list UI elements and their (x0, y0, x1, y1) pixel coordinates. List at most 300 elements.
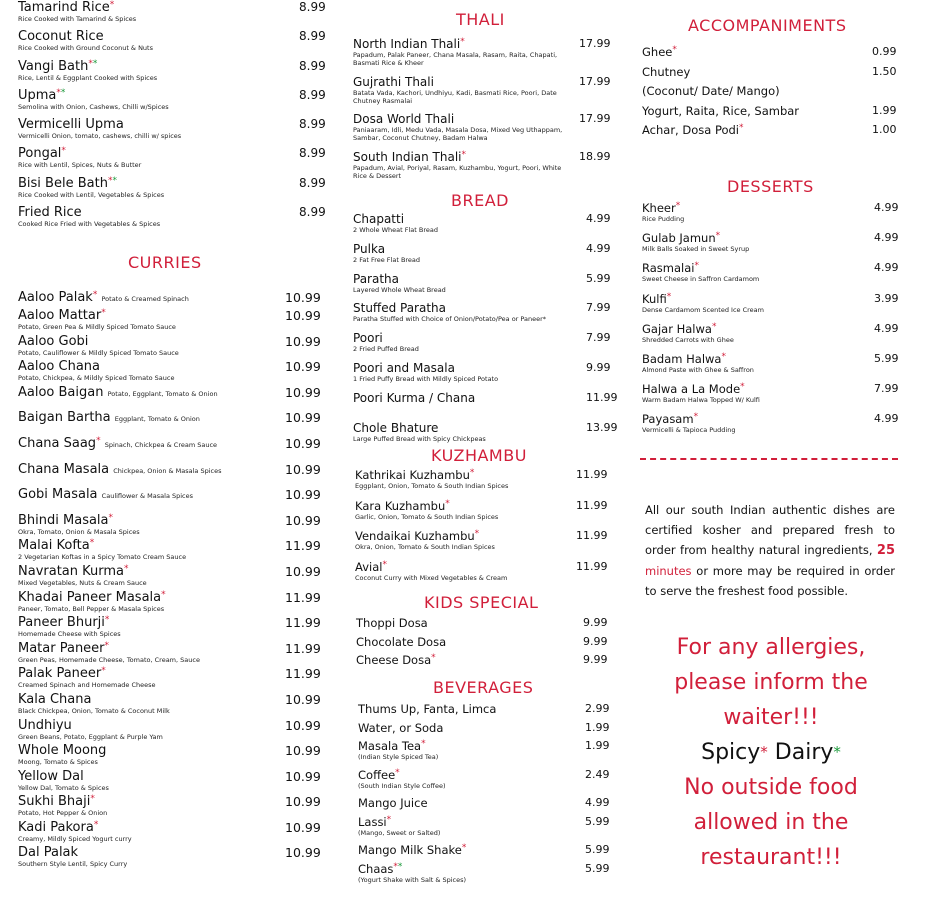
item-inline-desc: Potato, Eggplant, Tomato & Onion (107, 389, 218, 398)
item-price: 17.99 (579, 37, 611, 50)
item-price: 10.99 (285, 845, 321, 861)
item-name: Stuffed Paratha (353, 301, 447, 316)
menu-item (358, 721, 610, 740)
menu-item (353, 331, 610, 361)
item-price: 11.99 (285, 666, 321, 682)
menu-item (358, 815, 610, 844)
menu-item (18, 308, 328, 334)
item-price: 5.99 (586, 271, 611, 285)
menu-item (642, 201, 898, 231)
thali-list (353, 37, 610, 187)
item-name: Ghee* (642, 45, 677, 59)
item-desc: Chutney Rasmalai (353, 96, 413, 105)
item-name: Dal Palak (18, 845, 79, 861)
item-name: Payasam* (642, 412, 699, 427)
item-price: 8.99 (299, 58, 326, 73)
item-inline-desc: Eggplant, Tomato & Onion (114, 415, 200, 424)
spicy-marker: * (675, 201, 681, 211)
spicy-marker: * (107, 175, 113, 186)
item-desc: Batata Vada, Kachori, Undhiyu, Kadi, Basmati Rice, Poori, Date (353, 88, 557, 97)
item-price: 4.99 (874, 321, 899, 335)
item-name: Baigan Bartha Eggplant, Tomato & Onion (18, 410, 200, 426)
beverages-title: BEVERAGES (433, 678, 534, 697)
item-name: Gajar Halwa* (642, 321, 717, 336)
item-price: 1.99 (585, 739, 610, 752)
menu-item (18, 290, 328, 308)
item-name: Gujrathi Thali (353, 74, 434, 89)
item-price: 7.99 (874, 382, 899, 396)
item-name: Fried Rice (18, 205, 82, 221)
item-desc: 2 Vegetarian Koftas in a Spicy Tomato Cream Sauce (18, 553, 187, 562)
item-desc: Rice & Dessert (353, 171, 402, 180)
spicy-marker: * (721, 351, 726, 362)
menu-item (355, 529, 610, 560)
menu-item (642, 352, 898, 382)
kids-special-title: KIDS SPECIAL (424, 593, 539, 612)
item-desc: Semolina with Onion, Cashews, Chilli w/Spices (18, 102, 169, 111)
item-name: Gobi Masala Cauliflower & Masala Spices (18, 487, 194, 503)
item-price: 8.99 (299, 205, 326, 220)
item-price: 10.99 (285, 563, 321, 579)
item-desc: (Yogurt Shake with Salt & Spices) (358, 875, 467, 884)
spicy-marker: * (93, 819, 99, 830)
item-price: 10.99 (285, 308, 321, 323)
item-price: 10.99 (285, 743, 321, 759)
menu-item (18, 538, 328, 564)
item-price: 11.99 (586, 390, 618, 404)
allergy-line: please inform the (674, 670, 868, 695)
item-name: Chana Saag* Spinach, Chickpea & Cream Sauce (18, 435, 218, 451)
menu-item (642, 261, 898, 291)
item-name: Poori (353, 331, 383, 346)
item-name: Yellow Dal (18, 768, 84, 784)
spicy-marker: * (88, 58, 93, 69)
item-name: Cheese Dosa* (356, 653, 436, 667)
item-price: 8.99 (299, 117, 326, 132)
menu-item (353, 390, 618, 421)
spicy-marker: * (395, 767, 400, 778)
menu-item (642, 123, 898, 143)
menu-item (18, 794, 328, 820)
spicy-marker: * (61, 146, 66, 157)
item-price: 8.99 (299, 29, 326, 44)
spicy-marker: * (104, 640, 110, 651)
item-name: Chaas** (358, 861, 403, 876)
item-name: Chana Masala Chickpea, Onion & Masala Spices (18, 461, 222, 477)
spicy-marker: * (393, 861, 398, 872)
menu-item (642, 84, 898, 104)
freshness-note (645, 500, 895, 601)
allergy-line: For any allergies, (676, 635, 866, 660)
menu-item (18, 718, 328, 744)
item-desc: Okra, Tomato, Onion & Masala Spices (18, 527, 140, 536)
menu-item (18, 385, 328, 411)
item-name: North Indian Thali* (353, 37, 465, 51)
item-desc: Mixed Vegetables, Nuts & Cream Sauce (18, 578, 147, 587)
menu-item (353, 150, 610, 188)
item-desc: Dense Cardamom Scented Ice Cream (642, 305, 764, 314)
item-name: Whole Moong (18, 743, 107, 759)
item-price: 8.99 (299, 87, 326, 102)
spicy-marker: * (693, 412, 699, 423)
item-name: Coconut Rice (18, 29, 104, 45)
menu-item (18, 845, 328, 871)
item-name: Mango Milk Shake* (358, 843, 467, 857)
item-name: Thums Up, Fanta, Limca (358, 702, 497, 716)
item-price: 11.99 (285, 589, 321, 605)
item-desc: Rice, Lentil & Eggplant Cooked with Spices (18, 73, 158, 82)
menu-item (358, 843, 610, 862)
item-desc: Rice Pudding (642, 215, 685, 223)
menu-item (642, 231, 898, 261)
item-name: Matar Paneer* (18, 640, 110, 656)
menu-item (18, 641, 328, 667)
item-name: Pulka (353, 241, 386, 256)
item-price: 2.49 (585, 767, 610, 781)
item-price: 10.99 (285, 691, 321, 707)
item-price: 10.99 (285, 461, 321, 477)
spicy-marker: * (739, 123, 744, 133)
spicy-marker: * (108, 512, 114, 523)
item-price: 1.99 (872, 103, 897, 117)
item-desc: (Indian Style Spiced Tea) (358, 753, 439, 761)
spicy-marker: * (672, 45, 677, 55)
menu-item (642, 104, 898, 124)
item-price: 4.99 (874, 231, 899, 245)
item-name: Rasmalai* (642, 261, 699, 276)
item-name: Vendaikai Kuzhambu* (355, 529, 480, 543)
menu-item (358, 862, 610, 891)
spicy-marker: * (431, 653, 436, 663)
thali-title: THALI (456, 10, 505, 29)
item-desc: Green Beans, Potato, Eggplant & Purple Yam (18, 732, 163, 741)
menu-item (642, 382, 898, 412)
item-desc: Garlic, Onion, Tomato & South Indian Spices (355, 512, 499, 521)
item-desc: Papadum, Avial, Poriyal, Rasam, Kuzhambu, Yogurt, Poori, White (353, 163, 562, 172)
item-inline-desc: Cauliflower & Masala Spices (101, 492, 194, 501)
item-name: Halwa a La Mode* (642, 382, 745, 397)
menu-item (353, 242, 610, 272)
menu-item (356, 635, 610, 654)
item-name: Chutney (642, 64, 691, 79)
item-name: Poori and Masala (353, 360, 455, 375)
item-price: 5.99 (585, 843, 610, 856)
item-name: Kala Chana (18, 691, 92, 707)
spicy-marker: * (109, 0, 115, 10)
legend-dairy: Dairy (774, 740, 834, 765)
item-name: Chole Bhature (353, 420, 439, 435)
dairy-marker: * (92, 58, 98, 69)
item-price: 9.99 (583, 616, 608, 629)
item-price: 5.99 (585, 861, 610, 875)
item-name: Vangi Bath** (18, 58, 98, 74)
item-price: 7.99 (586, 331, 611, 345)
item-price: 5.99 (874, 351, 899, 365)
menu-item (353, 212, 610, 242)
menu-item (18, 820, 328, 846)
curries-list (18, 290, 328, 871)
item-name: Kathrikai Kuzhambu* (355, 468, 475, 482)
item-name: Mango Juice (358, 796, 428, 810)
item-price: 10.99 (285, 768, 321, 784)
item-name: Avial* (355, 559, 387, 574)
item-price: 17.99 (579, 74, 611, 88)
spicy-marker: * (92, 290, 98, 300)
item-price: 17.99 (579, 112, 611, 125)
item-desc: 2 Fat Free Flat Bread (353, 255, 421, 264)
item-name: Bhindi Masala* (18, 512, 114, 528)
item-price: 10.99 (285, 794, 321, 810)
menu-item (18, 176, 328, 205)
item-name: Undhiyu (18, 717, 72, 733)
item-desc: 2 Fried Puffed Bread (353, 345, 419, 354)
item-price: 4.99 (874, 201, 899, 214)
item-desc: Paniaaram, Idli, Medu Vada, Masala Dosa, Mixed Veg Uthappam, (353, 126, 563, 134)
item-name: Kulfi* (642, 291, 672, 306)
item-desc: Rice with Lentil, Spices, Nuts & Butter (18, 161, 142, 170)
menu-item (18, 666, 328, 692)
spicy-marker: * (460, 37, 465, 47)
menu-item (18, 205, 328, 234)
menu-item (18, 88, 328, 117)
note-minutes-unit: minutes (645, 564, 692, 578)
item-name: Sukhi Bhaji* (18, 794, 95, 810)
menu-item (356, 616, 610, 635)
item-price: 10.99 (285, 717, 321, 733)
spicy-marker: * (96, 435, 101, 446)
item-price: 10.99 (285, 333, 321, 349)
outside-food-line: allowed in the (693, 810, 849, 835)
item-desc: Papadum, Palak Paneer, Chana Masala, Rasam, Raita, Chapati, (353, 51, 558, 59)
menu-item (18, 487, 328, 513)
item-name: Gulab Jamun* (642, 231, 721, 246)
item-price: 8.99 (299, 0, 326, 14)
item-price: 4.99 (586, 212, 611, 225)
menu-item (353, 75, 610, 113)
item-name: Pongal* (18, 146, 66, 162)
item-desc: Layered Whole Wheat Bread (353, 285, 446, 294)
menu-item (353, 301, 610, 331)
kids-list (356, 616, 610, 672)
menu-item (18, 615, 328, 641)
item-desc: Sweet Cheese in Saffron Cardamom (642, 275, 760, 284)
menu-item (358, 768, 610, 797)
item-desc: Moong, Tomato & Spices (18, 758, 98, 767)
menu-item (18, 743, 328, 769)
spicy-marker: * (461, 843, 467, 853)
item-desc: 2 Whole Wheat Flat Bread (353, 226, 438, 234)
dairy-marker: * (112, 175, 117, 186)
menu-item (18, 29, 328, 58)
menu-item (18, 692, 328, 718)
item-name: Tamarind Rice* (18, 0, 115, 15)
menu-item (18, 59, 328, 88)
item-inline-desc: Spinach, Chickpea & Cream Sauce (104, 440, 218, 449)
spicy-marker: * (469, 468, 475, 478)
item-price: 9.99 (586, 360, 611, 374)
bread-list (353, 212, 618, 450)
allergy-line: waiter!!! (723, 705, 819, 730)
item-name: Aaloo Chana (18, 359, 100, 375)
item-price: 8.99 (299, 146, 326, 161)
item-name: Malai Kofta* (18, 538, 95, 554)
item-name: Water, or Soda (358, 720, 444, 735)
item-name: Achar, Dosa Podi* (642, 123, 744, 137)
menu-item (18, 564, 328, 590)
item-price: 11.99 (285, 640, 321, 656)
item-price: 4.99 (874, 261, 899, 275)
left-column (18, 0, 328, 234)
spicy-marker: * (740, 382, 745, 393)
item-desc: Okra, Onion, Tomato & South Indian Spices (355, 543, 495, 551)
curries-title: CURRIES (128, 253, 202, 272)
kuzhambu-title: KUZHAMBU (431, 446, 527, 465)
item-price: 9.99 (583, 653, 608, 666)
item-price: 2.99 (585, 702, 610, 715)
item-price: 1.99 (585, 720, 610, 734)
bread-title: BREAD (451, 191, 509, 210)
item-name: Aaloo Palak* Potato & Creamed Spinach (18, 290, 189, 305)
item-name: Poori Kurma / Chana (353, 390, 476, 405)
item-price: 4.99 (585, 796, 610, 809)
item-name: (Coconut/ Date/ Mango) (642, 84, 780, 98)
item-name: Khadai Paneer Masala* (18, 589, 166, 605)
spicy-marker: * (104, 615, 110, 626)
item-name: Badam Halwa* (642, 351, 726, 366)
item-name: Thoppi Dosa (356, 616, 428, 630)
accompaniments-title: ACCOMPANIMENTS (688, 16, 847, 35)
item-inline-desc: Potato & Creamed Spinach (101, 295, 189, 303)
item-name: Aaloo Mattar* (18, 308, 106, 323)
legend-spicy-star: * (760, 743, 768, 761)
item-name: Masala Tea* (358, 739, 426, 753)
item-price: 11.99 (576, 529, 608, 542)
item-price: 10.99 (285, 290, 321, 305)
item-desc: Potato, Cauliflower & Mildly Spiced Tomato Sauce (18, 348, 179, 357)
item-desc: Sambar, Coconut Chutney, Badam Halwa (353, 134, 488, 142)
dairy-marker: * (60, 87, 66, 98)
menu-item (642, 45, 898, 65)
item-name: Palak Paneer* (18, 666, 106, 682)
menu-item (18, 146, 328, 175)
menu-item (355, 499, 610, 530)
item-price: 10.99 (285, 384, 321, 400)
menu-item (353, 361, 610, 391)
item-desc: (South Indian Style Coffee) (358, 781, 446, 790)
menu-item (18, 513, 328, 539)
item-price: 3.99 (874, 291, 899, 305)
menu-item (353, 272, 610, 302)
item-desc: (Mango, Sweet or Salted) (358, 828, 441, 837)
item-price: 1.50 (872, 64, 897, 78)
item-desc: Homemade Cheese with Spices (18, 630, 121, 639)
item-desc: Warm Badam Halwa Topped W/ Kulfi (642, 396, 760, 405)
item-desc: Rice Cooked with Ground Coconut & Nuts (18, 44, 153, 53)
item-price: 10.99 (285, 359, 321, 375)
spicy-marker: * (56, 87, 61, 98)
spicy-marker: * (386, 814, 392, 825)
item-desc: Southern Style Lentil, Spicy Curry (18, 860, 128, 869)
menu-item (353, 112, 610, 150)
menu-item (18, 0, 328, 29)
menu-item (642, 65, 898, 85)
kuzhambu-list (355, 468, 610, 590)
spicy-marker: * (711, 321, 717, 332)
item-desc: Potato, Chickpea, & Mildly Spiced Tomato Sauce (18, 374, 175, 383)
item-name: Aaloo Baigan Potato, Eggplant, Tomato & Onion (18, 384, 218, 400)
item-price: 11.99 (285, 615, 321, 631)
item-desc: Paratha Stuffed with Choice of Onion/Potato/Pea or Paneer* (353, 315, 547, 324)
legend-spicy: Spicy (701, 740, 761, 765)
menu-item (358, 796, 610, 815)
item-desc: Basmati Rice & Kheer (353, 59, 424, 67)
item-price: 7.99 (586, 301, 611, 315)
item-name: Dosa World Thali (353, 112, 455, 126)
spicy-marker: * (694, 261, 699, 272)
item-price: 11.99 (576, 468, 608, 481)
item-desc: Eggplant, Onion, Tomato & South Indian Spices (355, 482, 509, 490)
menu-item (18, 769, 328, 795)
note-text-pre: All our south Indian authentic dishes are certified kosher and prepared fresh to order from healthy natural ingredients, (645, 503, 895, 557)
item-desc: Creamy, Mildly Spiced Yogurt curry (18, 834, 132, 843)
item-name: Yogurt, Raita, Rice, Sambar (642, 103, 800, 118)
item-desc: Green Peas, Homemade Cheese, Tomato, Cream, Sauce (18, 655, 200, 664)
item-desc: Potato, Hot Pepper & Onion (18, 809, 108, 818)
item-desc: Vermicelli & Tapioca Pudding (642, 426, 736, 435)
item-price: 11.99 (576, 498, 608, 512)
item-price: 10.99 (285, 512, 321, 528)
item-name: South Indian Thali* (353, 149, 467, 164)
item-desc: Vermicelli Onion, tomato, cashews, chilli w/ spices (18, 132, 182, 141)
item-name: Coffee* (358, 767, 400, 782)
item-name: Bisi Bele Bath** (18, 175, 117, 191)
item-desc: Rice Cooked with Lentil, Vegetables & Spices (18, 190, 165, 199)
item-price: 10.99 (285, 819, 321, 835)
outside-food-line: restaurant!!! (700, 845, 842, 870)
item-desc: Potato, Green Pea & Mildly Spiced Tomato Sauce (18, 323, 176, 331)
menu-item (18, 334, 328, 360)
accompaniments-list (642, 45, 898, 143)
outside-food-line: No outside food (684, 775, 858, 800)
desserts-title: DESSERTS (727, 177, 814, 196)
item-name: Chocolate Dosa (356, 634, 447, 649)
item-name: Chapatti (353, 212, 405, 226)
spicy-marker: * (101, 666, 106, 677)
item-name: Upma** (18, 87, 66, 103)
menu-item (18, 117, 328, 146)
legend-dairy-star: * (833, 743, 841, 761)
item-name: Lassi* (358, 814, 392, 829)
item-name: Kheer* (642, 201, 681, 215)
item-desc: Almond Paste with Ghee & Saffron (642, 365, 754, 374)
item-price: 13.99 (586, 420, 618, 434)
spicy-marker: * (90, 794, 95, 805)
spicy-marker: * (101, 308, 106, 318)
menu-item (358, 739, 610, 768)
item-name: Kadi Pakora* (18, 819, 99, 835)
beverages-list (358, 702, 610, 890)
item-price: 11.99 (576, 559, 608, 573)
item-desc: Rice Cooked with Tamarind & Spices (18, 15, 137, 23)
menu-item (18, 410, 328, 436)
item-price: 10.99 (285, 487, 321, 503)
item-name: Paratha (353, 271, 400, 286)
item-desc: 1 Fried Puffy Bread with Mildly Spiced Potato (353, 374, 499, 383)
item-name: Navratan Kurma* (18, 563, 129, 579)
spicy-marker: * (161, 589, 166, 600)
item-desc: Cooked Rice Fried with Vegetables & Spices (18, 220, 161, 229)
item-desc: Large Puffed Bread with Spicy Chickpeas (353, 434, 486, 443)
